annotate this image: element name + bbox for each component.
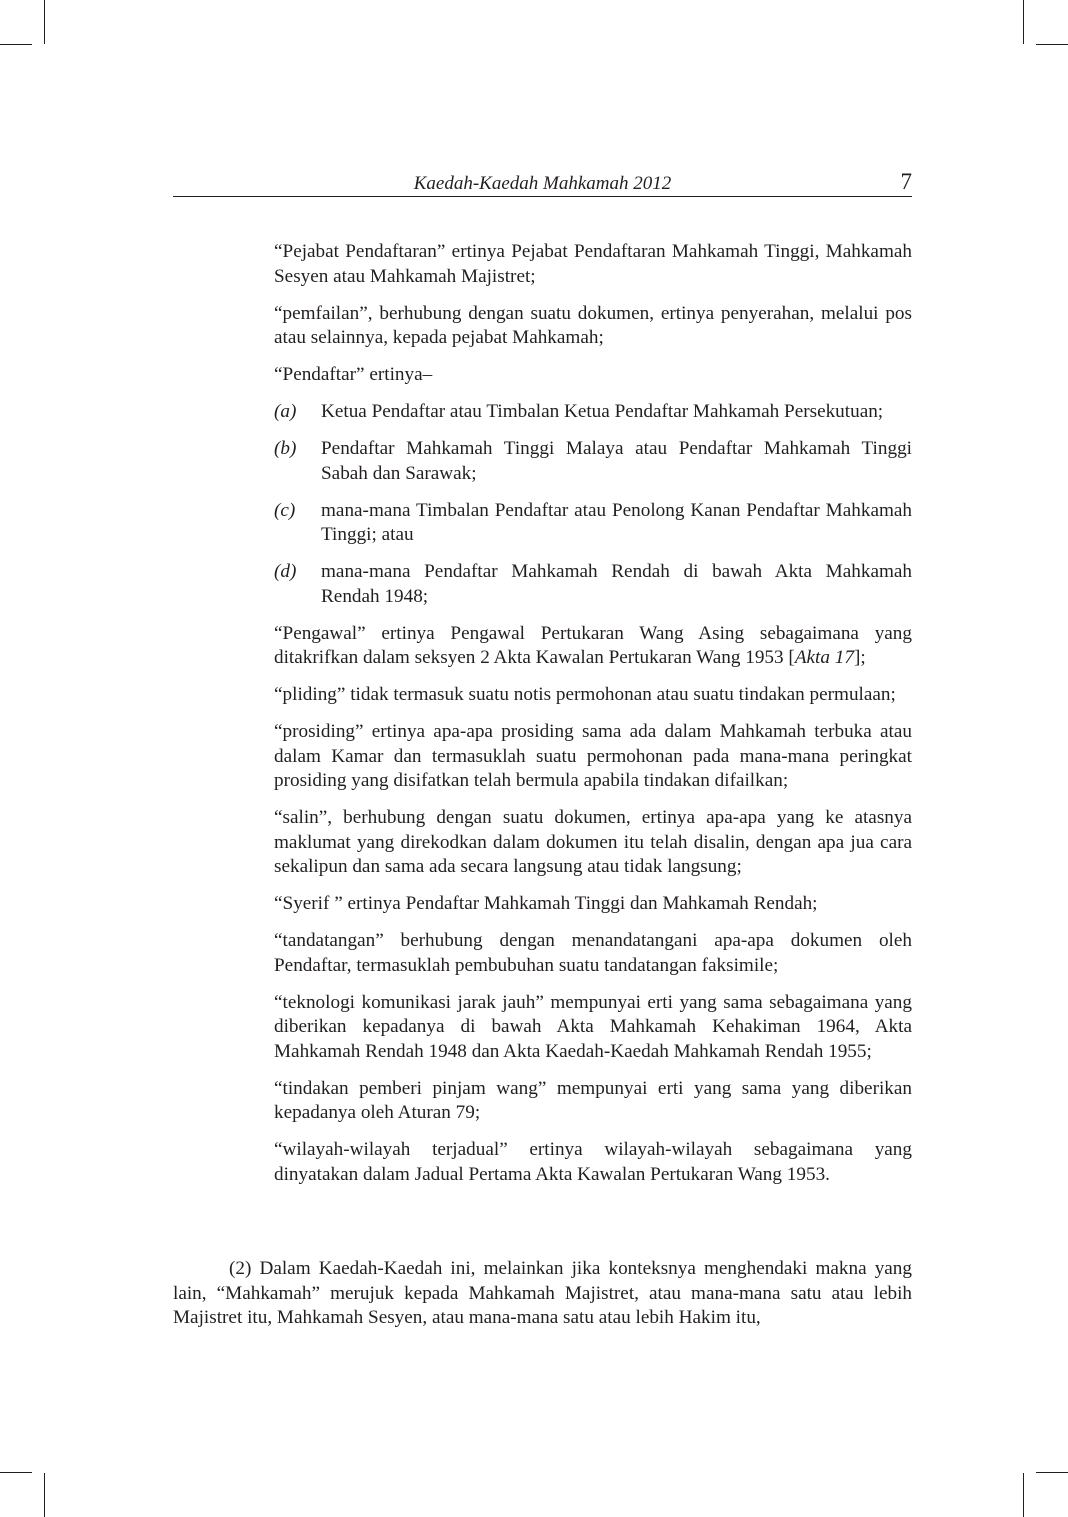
item-text: Ketua Pendaftar atau Timbalan Ketua Pendaftar Mahkamah Persekutuan; [321, 401, 884, 422]
running-header [173, 171, 912, 197]
item-label: (b) [274, 438, 297, 459]
definition-pendaftar: “Pendaftar” ertinya– [274, 364, 433, 385]
crop-mark-top-left [0, 44, 32, 45]
definition-teknologi-komunikasi: “teknologi komunikasi jarak jauh” mempunyai erti yang sama sebagaimana yang diberikan kepadanya di bawah Akta Mahkamah Kehakiman 1964, Akta Mahkamah Rendah 1948 dan Akta Kaedah-Kaedah Mahkamah Rendah 1955; [274, 991, 912, 1062]
definition-prosiding: “prosiding” ertinya apa-apa prosiding sama ada dalam Mahkamah terbuka atau dalam Kamar dan termasuklah suatu permohonan pada mana-mana peringkat prosiding yang disifatkan telah bermula apabila tindakan difailkan; [274, 721, 912, 791]
document-title: Kaedah-Kaedah Mahkamah 2012 [413, 173, 672, 194]
item-label: (c) [274, 499, 296, 521]
definition-pliding: “pliding” tidak termasuk suatu notis permohonan atau suatu tindakan permulaan; [274, 684, 896, 705]
definition-salin: “salin”, berhubung dengan suatu dokumen, ertinya apa-apa yang ke atasnya maklumat yang direkodkan dalam dokumen itu telah disalin, dengan apa jua cara sekalipun dan sama ada secara langsung atau tidak langsung; [274, 807, 912, 877]
pendaftar-item-b [274, 437, 912, 486]
page-number: 7 [900, 169, 912, 194]
definition-pengawal [274, 622, 912, 671]
crop-mark-top-left [44, 0, 45, 44]
item-text: Pendaftar Mahkamah Tinggi Malaya atau Pendaftar Mahkamah Tinggi Sabah dan Sarawak; [321, 438, 912, 484]
pendaftar-item-d [274, 560, 912, 609]
act-reference: Akta 17 [794, 647, 854, 668]
pendaftar-item-a [274, 400, 912, 425]
item-label: (a) [274, 401, 297, 422]
crop-mark-top-right [1036, 44, 1068, 45]
pengawal-closing: ]; [853, 647, 866, 668]
definition-tandatangan: “tandatangan” berhubung dengan menandatangani apa-apa dokumen oleh Pendaftar, termasuklah pembubuhan suatu tandatangan faksimile; [274, 930, 912, 976]
crop-mark-bottom-left [0, 1472, 32, 1473]
item-text: mana-mana Pendaftar Mahkamah Rendah di bawah Akta Mahkamah Rendah 1948; [321, 561, 912, 607]
pendaftar-item-c [274, 499, 912, 548]
subsection-2: (2) Dalam Kaedah-Kaedah ini, melainkan jika konteksnya menghendaki makna yang lain, “Mahkamah” merujuk kepada Mahkamah Majistret, atau mana-mana satu atau lebih Majistret itu, Mahkamah Sesyen, atau mana-mana satu atau lebih Hakim itu, [173, 1258, 912, 1328]
pengawal-text: “Pengawal” ertinya Pengawal Pertukaran Wang Asing sebagaimana yang ditakrifkan dalam seksyen 2 Akta Kawalan Pertukaran Wang 1953 [ [274, 622, 912, 668]
item-text: mana-mana Timbalan Pendaftar atau Penolong Kanan Pendaftar Mahkamah Tinggi; atau [321, 499, 912, 545]
item-label: (d) [274, 561, 297, 582]
definitions-block [274, 240, 912, 1200]
definition-tindakan-pemberi-pinjam-wang: “tindakan pemberi pinjam wang” mempunyai erti yang sama yang diberikan kepadanya oleh Aturan 79; [274, 1077, 912, 1123]
definition-pemfailan: “pemfailan”, berhubung dengan suatu dokumen, ertinya penyerahan, melalui pos atau selainnya, kepada pejabat Mahkamah; [274, 302, 912, 348]
definition-pejabat-pendaftaran: “Pejabat Pendaftaran” ertinya Pejabat Pendaftaran Mahkamah Tinggi, Mahkamah Sesyen atau Mahkamah Majistret; [274, 241, 912, 287]
definition-wilayah-terjadual: “wilayah-wilayah terjadual” ertinya wilayah-wilayah sebagaimana yang dinyatakan dalam Jadual Pertama Akta Kawalan Pertukaran Wang 1953. [274, 1139, 912, 1185]
crop-mark-top-right [1023, 0, 1024, 44]
crop-mark-bottom-right [1023, 1473, 1024, 1517]
definition-syerif: “Syerif ” ertinya Pendaftar Mahkamah Tinggi dan Mahkamah Rendah; [274, 893, 818, 914]
crop-mark-bottom-right [1036, 1472, 1068, 1473]
crop-mark-bottom-left [44, 1473, 45, 1517]
